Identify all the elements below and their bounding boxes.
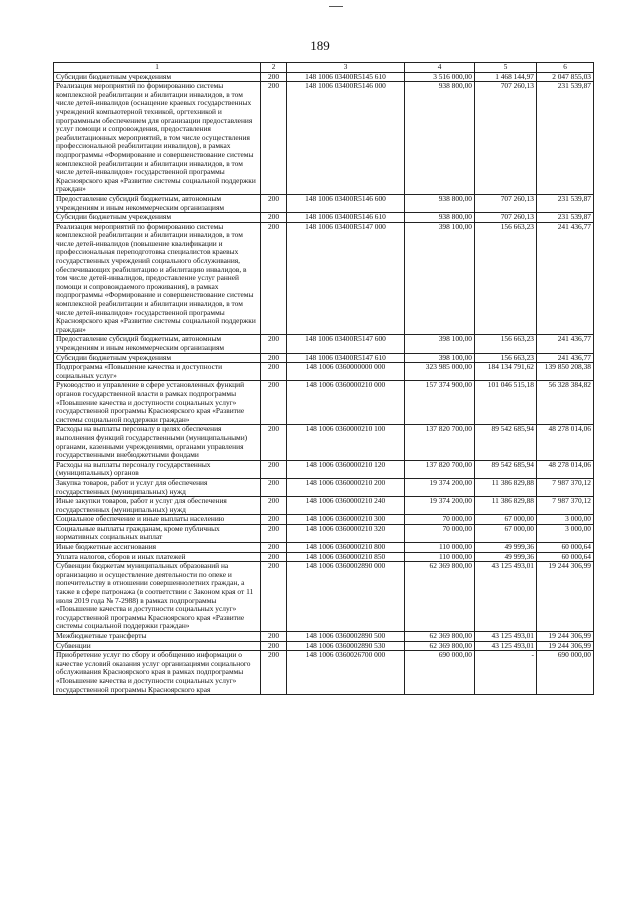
row-remaining-cell: 241 436,77: [537, 222, 594, 335]
row-remaining-cell: 241 436,77: [537, 335, 594, 353]
table-row: [54, 460, 594, 478]
row-kbk-cell: 148 1006 0360000210 800: [287, 543, 405, 553]
row-executed-cell: 49 999,36: [475, 552, 537, 562]
row-name-cell: Социальное обеспечение и иные выплаты населению: [54, 515, 261, 525]
row-executed-cell: 49 999,36: [475, 543, 537, 553]
row-remaining-cell: 231 539,87: [537, 82, 594, 195]
row-remaining-cell: 3 000,00: [537, 524, 594, 542]
row-name-cell: Расходы на выплаты персоналу государственных (муниципальных) органов: [54, 460, 261, 478]
row-approved-cell: 3 516 000,00: [405, 72, 475, 82]
row-remaining-cell: 19 244 306,99: [537, 632, 594, 642]
row-approved-cell: 323 985 000,00: [405, 363, 475, 381]
row-name-cell: Субсидии бюджетным учреждениям: [54, 72, 261, 82]
row-code-cell: 200: [261, 497, 287, 515]
table-row: [54, 335, 594, 353]
row-approved-cell: 157 374 900,00: [405, 381, 475, 425]
row-code-cell: 200: [261, 213, 287, 223]
row-approved-cell: 19 374 200,00: [405, 497, 475, 515]
row-code-cell: 200: [261, 222, 287, 335]
row-name-cell: Предоставление субсидий бюджетным, автономным учреждениям и иным некоммерческим организациям: [54, 194, 261, 212]
table-row: [54, 641, 594, 651]
row-approved-cell: 62 369 800,00: [405, 562, 475, 632]
row-remaining-cell: 139 850 208,38: [537, 363, 594, 381]
row-name-cell: Расходы на выплаты персоналу в целях обеспечения выполнения функций государственными (муниципальными) органами, казенными учреждениями, органами управления государственными внебюджетными фондами: [54, 425, 261, 460]
table-row: [54, 194, 594, 212]
table-row: [54, 524, 594, 542]
row-remaining-cell: 241 436,77: [537, 353, 594, 363]
row-name-cell: Социальные выплаты гражданам, кроме публичных нормативных социальных выплат: [54, 524, 261, 542]
header-cell: 6: [537, 63, 594, 73]
row-executed-cell: 156 663,23: [475, 335, 537, 353]
table-row: [54, 363, 594, 381]
row-approved-cell: 19 374 200,00: [405, 478, 475, 496]
row-executed-cell: -: [475, 651, 537, 695]
row-remaining-cell: 48 278 014,06: [537, 460, 594, 478]
row-code-cell: 200: [261, 641, 287, 651]
table-row: [54, 213, 594, 223]
table-row: [54, 651, 594, 695]
row-remaining-cell: 60 000,64: [537, 543, 594, 553]
row-code-cell: 200: [261, 651, 287, 695]
row-code-cell: 200: [261, 335, 287, 353]
row-approved-cell: 110 000,00: [405, 552, 475, 562]
row-executed-cell: 707 260,13: [475, 213, 537, 223]
row-kbk-cell: 148 1006 03400R5147 000: [287, 222, 405, 335]
row-remaining-cell: 48 278 014,06: [537, 425, 594, 460]
row-code-cell: 200: [261, 72, 287, 82]
row-executed-cell: 11 386 829,88: [475, 497, 537, 515]
row-remaining-cell: 3 000,00: [537, 515, 594, 525]
header-cell: 4: [405, 63, 475, 73]
row-approved-cell: 398 100,00: [405, 335, 475, 353]
row-approved-cell: 137 820 700,00: [405, 460, 475, 478]
table-row: [54, 562, 594, 632]
header-cell: 2: [261, 63, 287, 73]
row-code-cell: 200: [261, 363, 287, 381]
row-name-cell: Руководство и управление в сфере установленных функций органов государственной власти в рамках подпрограммы «Повышение качества и доступности социальных услуг» государственной программы Красноярского края «Развитие системы социальной поддержки граждан»: [54, 381, 261, 425]
table-row: [54, 552, 594, 562]
row-code-cell: 200: [261, 543, 287, 553]
row-remaining-cell: 2 047 855,03: [537, 72, 594, 82]
row-executed-cell: 101 046 515,18: [475, 381, 537, 425]
row-name-cell: Закупка товаров, работ и услуг для обеспечения государственных (муниципальных) нужд: [54, 478, 261, 496]
row-executed-cell: 43 125 493,01: [475, 562, 537, 632]
row-executed-cell: 43 125 493,01: [475, 641, 537, 651]
table-row: [54, 543, 594, 553]
row-kbk-cell: 148 1006 03400R5145 610: [287, 72, 405, 82]
top-dash-mark: [329, 6, 343, 7]
row-approved-cell: 70 000,00: [405, 515, 475, 525]
row-kbk-cell: 148 1006 0360000210 100: [287, 425, 405, 460]
header-row: [54, 63, 594, 73]
row-kbk-cell: 148 1006 03400R5146 600: [287, 194, 405, 212]
table-row: [54, 222, 594, 335]
row-kbk-cell: 148 1006 0360000000 000: [287, 363, 405, 381]
row-name-cell: Иные бюджетные ассигнования: [54, 543, 261, 553]
budget-table: [53, 62, 594, 695]
row-executed-cell: 1 468 144,97: [475, 72, 537, 82]
row-remaining-cell: 690 000,00: [537, 651, 594, 695]
row-approved-cell: 62 369 800,00: [405, 641, 475, 651]
row-code-cell: 200: [261, 425, 287, 460]
row-kbk-cell: 148 1006 0360000210 300: [287, 515, 405, 525]
row-name-cell: Приобретение услуг по сбору и обобщению информации о качестве условий оказания услуг организациями социального обслуживания Красноярского края в рамках подпрограммы «Повышение качества и доступности социальных услуг» государственной программы Красноярского края: [54, 651, 261, 695]
row-name-cell: Уплата налогов, сборов и иных платежей: [54, 552, 261, 562]
row-remaining-cell: 19 244 306,99: [537, 641, 594, 651]
row-remaining-cell: 231 539,87: [537, 194, 594, 212]
row-name-cell: Предоставление субсидий бюджетным, автономным учреждениям и иным некоммерческим организациям: [54, 335, 261, 353]
row-code-cell: 200: [261, 515, 287, 525]
table-row: [54, 497, 594, 515]
row-kbk-cell: 148 1006 0360000210 850: [287, 552, 405, 562]
table-row: [54, 353, 594, 363]
row-executed-cell: 89 542 685,94: [475, 460, 537, 478]
row-name-cell: Субвенции: [54, 641, 261, 651]
table-row: [54, 425, 594, 460]
row-name-cell: Иные закупки товаров, работ и услуг для обеспечения государственных (муниципальных) нужд: [54, 497, 261, 515]
table-row: [54, 515, 594, 525]
row-kbk-cell: 148 1006 03400R5147 610: [287, 353, 405, 363]
row-code-cell: 200: [261, 552, 287, 562]
row-executed-cell: 67 000,00: [475, 515, 537, 525]
row-name-cell: Реализация мероприятий по формированию системы комплексной реабилитации и абилитации инвалидов, в том числе детей-инвалидов (оснащение краевых государственных учреждений компьютерной техникой, оргтехникой и программным обеспечением для организации предоставления услуг помощи и сопровождения, предоставления реабилитационных мероприятий, в том числе осуществления профессиональной реабилитации инвалидов), в рамках подпрограммы «Формирование и совершенствование системы комплексной реабилитации и абилитации инвалидов, в том числе детей-инвалидов» государственной программы Красноярского края «Развитие системы социальной поддержки граждан»: [54, 82, 261, 195]
row-executed-cell: 156 663,23: [475, 353, 537, 363]
row-kbk-cell: 148 1006 0360000210 200: [287, 478, 405, 496]
table-body: [54, 72, 594, 695]
header-cell: 3: [287, 63, 405, 73]
row-executed-cell: 43 125 493,01: [475, 632, 537, 642]
table-row: [54, 632, 594, 642]
row-name-cell: Субвенции бюджетам муниципальных образований на организацию и осуществление деятельности по опеке и попечительству в отношении совершеннолетних граждан, а также в сфере патронажа (в соответствии с Законом края от 11 июля 2019 года № 7-2988) в рамках подпрограммы «Повышение качества и доступности социальных услуг» государственной программы Красноярского края «Развитие системы социальной поддержки граждан»: [54, 562, 261, 632]
row-kbk-cell: 148 1006 0360000210 320: [287, 524, 405, 542]
row-remaining-cell: 19 244 306,99: [537, 562, 594, 632]
row-name-cell: Межбюджетные трансферты: [54, 632, 261, 642]
row-approved-cell: 70 000,00: [405, 524, 475, 542]
row-remaining-cell: 231 539,87: [537, 213, 594, 223]
row-code-cell: 200: [261, 460, 287, 478]
row-executed-cell: 156 663,23: [475, 222, 537, 335]
row-code-cell: 200: [261, 194, 287, 212]
row-approved-cell: 398 100,00: [405, 353, 475, 363]
table-row: [54, 72, 594, 82]
row-code-cell: 200: [261, 632, 287, 642]
row-kbk-cell: 148 1006 0360000210 000: [287, 381, 405, 425]
row-approved-cell: 110 000,00: [405, 543, 475, 553]
row-remaining-cell: 56 328 384,82: [537, 381, 594, 425]
row-executed-cell: 67 000,00: [475, 524, 537, 542]
row-approved-cell: 398 100,00: [405, 222, 475, 335]
row-executed-cell: 184 134 791,62: [475, 363, 537, 381]
row-kbk-cell: 148 1006 0360000210 120: [287, 460, 405, 478]
row-approved-cell: 938 800,00: [405, 213, 475, 223]
row-kbk-cell: 148 1006 03400R5146 000: [287, 82, 405, 195]
row-kbk-cell: 148 1006 0360002890 000: [287, 562, 405, 632]
page-number: 189: [310, 38, 330, 53]
row-name-cell: Субсидии бюджетным учреждениям: [54, 213, 261, 223]
row-code-cell: 200: [261, 562, 287, 632]
row-kbk-cell: 148 1006 0360026700 000: [287, 651, 405, 695]
header-cell: 5: [475, 63, 537, 73]
row-remaining-cell: 60 000,64: [537, 552, 594, 562]
row-executed-cell: 11 386 829,88: [475, 478, 537, 496]
row-executed-cell: 89 542 685,94: [475, 425, 537, 460]
row-name-cell: Субсидии бюджетным учреждениям: [54, 353, 261, 363]
row-approved-cell: 62 369 800,00: [405, 632, 475, 642]
table-row: [54, 381, 594, 425]
row-approved-cell: 938 800,00: [405, 82, 475, 195]
row-kbk-cell: 148 1006 03400R5146 610: [287, 213, 405, 223]
row-executed-cell: 707 260,13: [475, 82, 537, 195]
row-code-cell: 200: [261, 381, 287, 425]
row-code-cell: 200: [261, 478, 287, 496]
row-approved-cell: 137 820 700,00: [405, 425, 475, 460]
row-name-cell: Реализация мероприятий по формированию системы комплексной реабилитации и абилитации инвалидов, в том числе детей-инвалидов (повышение квалификации и профессиональная переподготовка специалистов краевых государственных учреждений социального обслуживания, обеспечивающих реабилитацию и абилитацию инвалидов, в том числе детей-инвалидов, предоставление услуг ранней помощи и сопровождаемого проживания), в рамках подпрограммы «Формирование и совершенствование системы комплексной реабилитации и абилитации инвалидов, в том числе детей-инвалидов» государственной программы Красноярского края «Развитие системы социальной поддержки граждан»: [54, 222, 261, 335]
table-row: [54, 82, 594, 195]
row-kbk-cell: 148 1006 0360002890 500: [287, 632, 405, 642]
row-approved-cell: 690 000,00: [405, 651, 475, 695]
table-row: [54, 478, 594, 496]
row-kbk-cell: 148 1006 03400R5147 600: [287, 335, 405, 353]
row-kbk-cell: 148 1006 0360000210 240: [287, 497, 405, 515]
row-approved-cell: 938 800,00: [405, 194, 475, 212]
row-kbk-cell: 148 1006 0360002890 530: [287, 641, 405, 651]
row-code-cell: 200: [261, 82, 287, 195]
row-name-cell: Подпрограмма «Повышение качества и доступности социальных услуг»: [54, 363, 261, 381]
row-code-cell: 200: [261, 524, 287, 542]
header-cell: 1: [54, 63, 261, 73]
row-remaining-cell: 7 987 370,12: [537, 478, 594, 496]
row-executed-cell: 707 260,13: [475, 194, 537, 212]
row-code-cell: 200: [261, 353, 287, 363]
row-remaining-cell: 7 987 370,12: [537, 497, 594, 515]
